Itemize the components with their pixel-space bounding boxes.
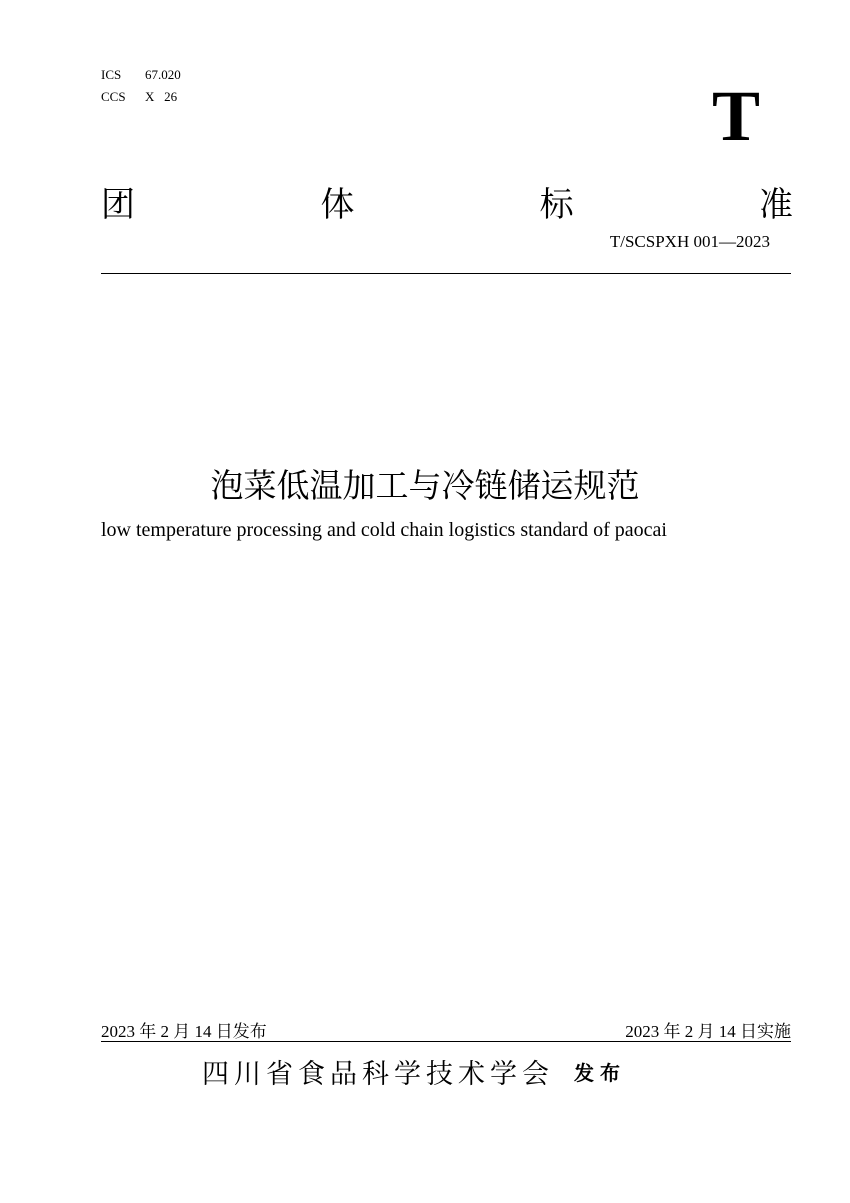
header-divider bbox=[101, 273, 791, 274]
date-row bbox=[101, 1018, 791, 1042]
ics-row bbox=[101, 64, 181, 86]
classification-block bbox=[101, 64, 181, 108]
ics-label: ICS bbox=[101, 67, 122, 82]
ccs-label: CCS bbox=[101, 89, 126, 104]
ics-value: 67.020 bbox=[145, 67, 181, 82]
standard-type-char: 准 bbox=[758, 184, 793, 225]
standard-number: T/SCSPXH 001—2023 bbox=[609, 232, 770, 251]
footer-divider bbox=[101, 1041, 791, 1042]
standard-mark: T bbox=[712, 76, 761, 156]
publisher-line bbox=[202, 1052, 626, 1091]
ccs-row bbox=[101, 86, 181, 108]
standard-type-char: 标 bbox=[539, 184, 574, 225]
standard-type-char: 团 bbox=[101, 184, 135, 225]
document-title-en: low temperature processing and cold chain logistics standard of paocai bbox=[101, 519, 667, 541]
publisher-name: 四川省食品科学技术学会 bbox=[202, 1059, 554, 1090]
ccs-value: X 26 bbox=[145, 89, 178, 104]
implement-date: 2023 年 2 月 14 日实施 bbox=[625, 1022, 791, 1041]
document-title-cn: 泡菜低温加工与冷链储运规范 bbox=[210, 466, 640, 505]
release-date: 2023 年 2 月 14 日发布 bbox=[101, 1022, 267, 1041]
standard-type-title bbox=[101, 178, 793, 224]
publish-label: 发布 bbox=[574, 1061, 626, 1085]
standard-type-char: 体 bbox=[320, 184, 355, 225]
